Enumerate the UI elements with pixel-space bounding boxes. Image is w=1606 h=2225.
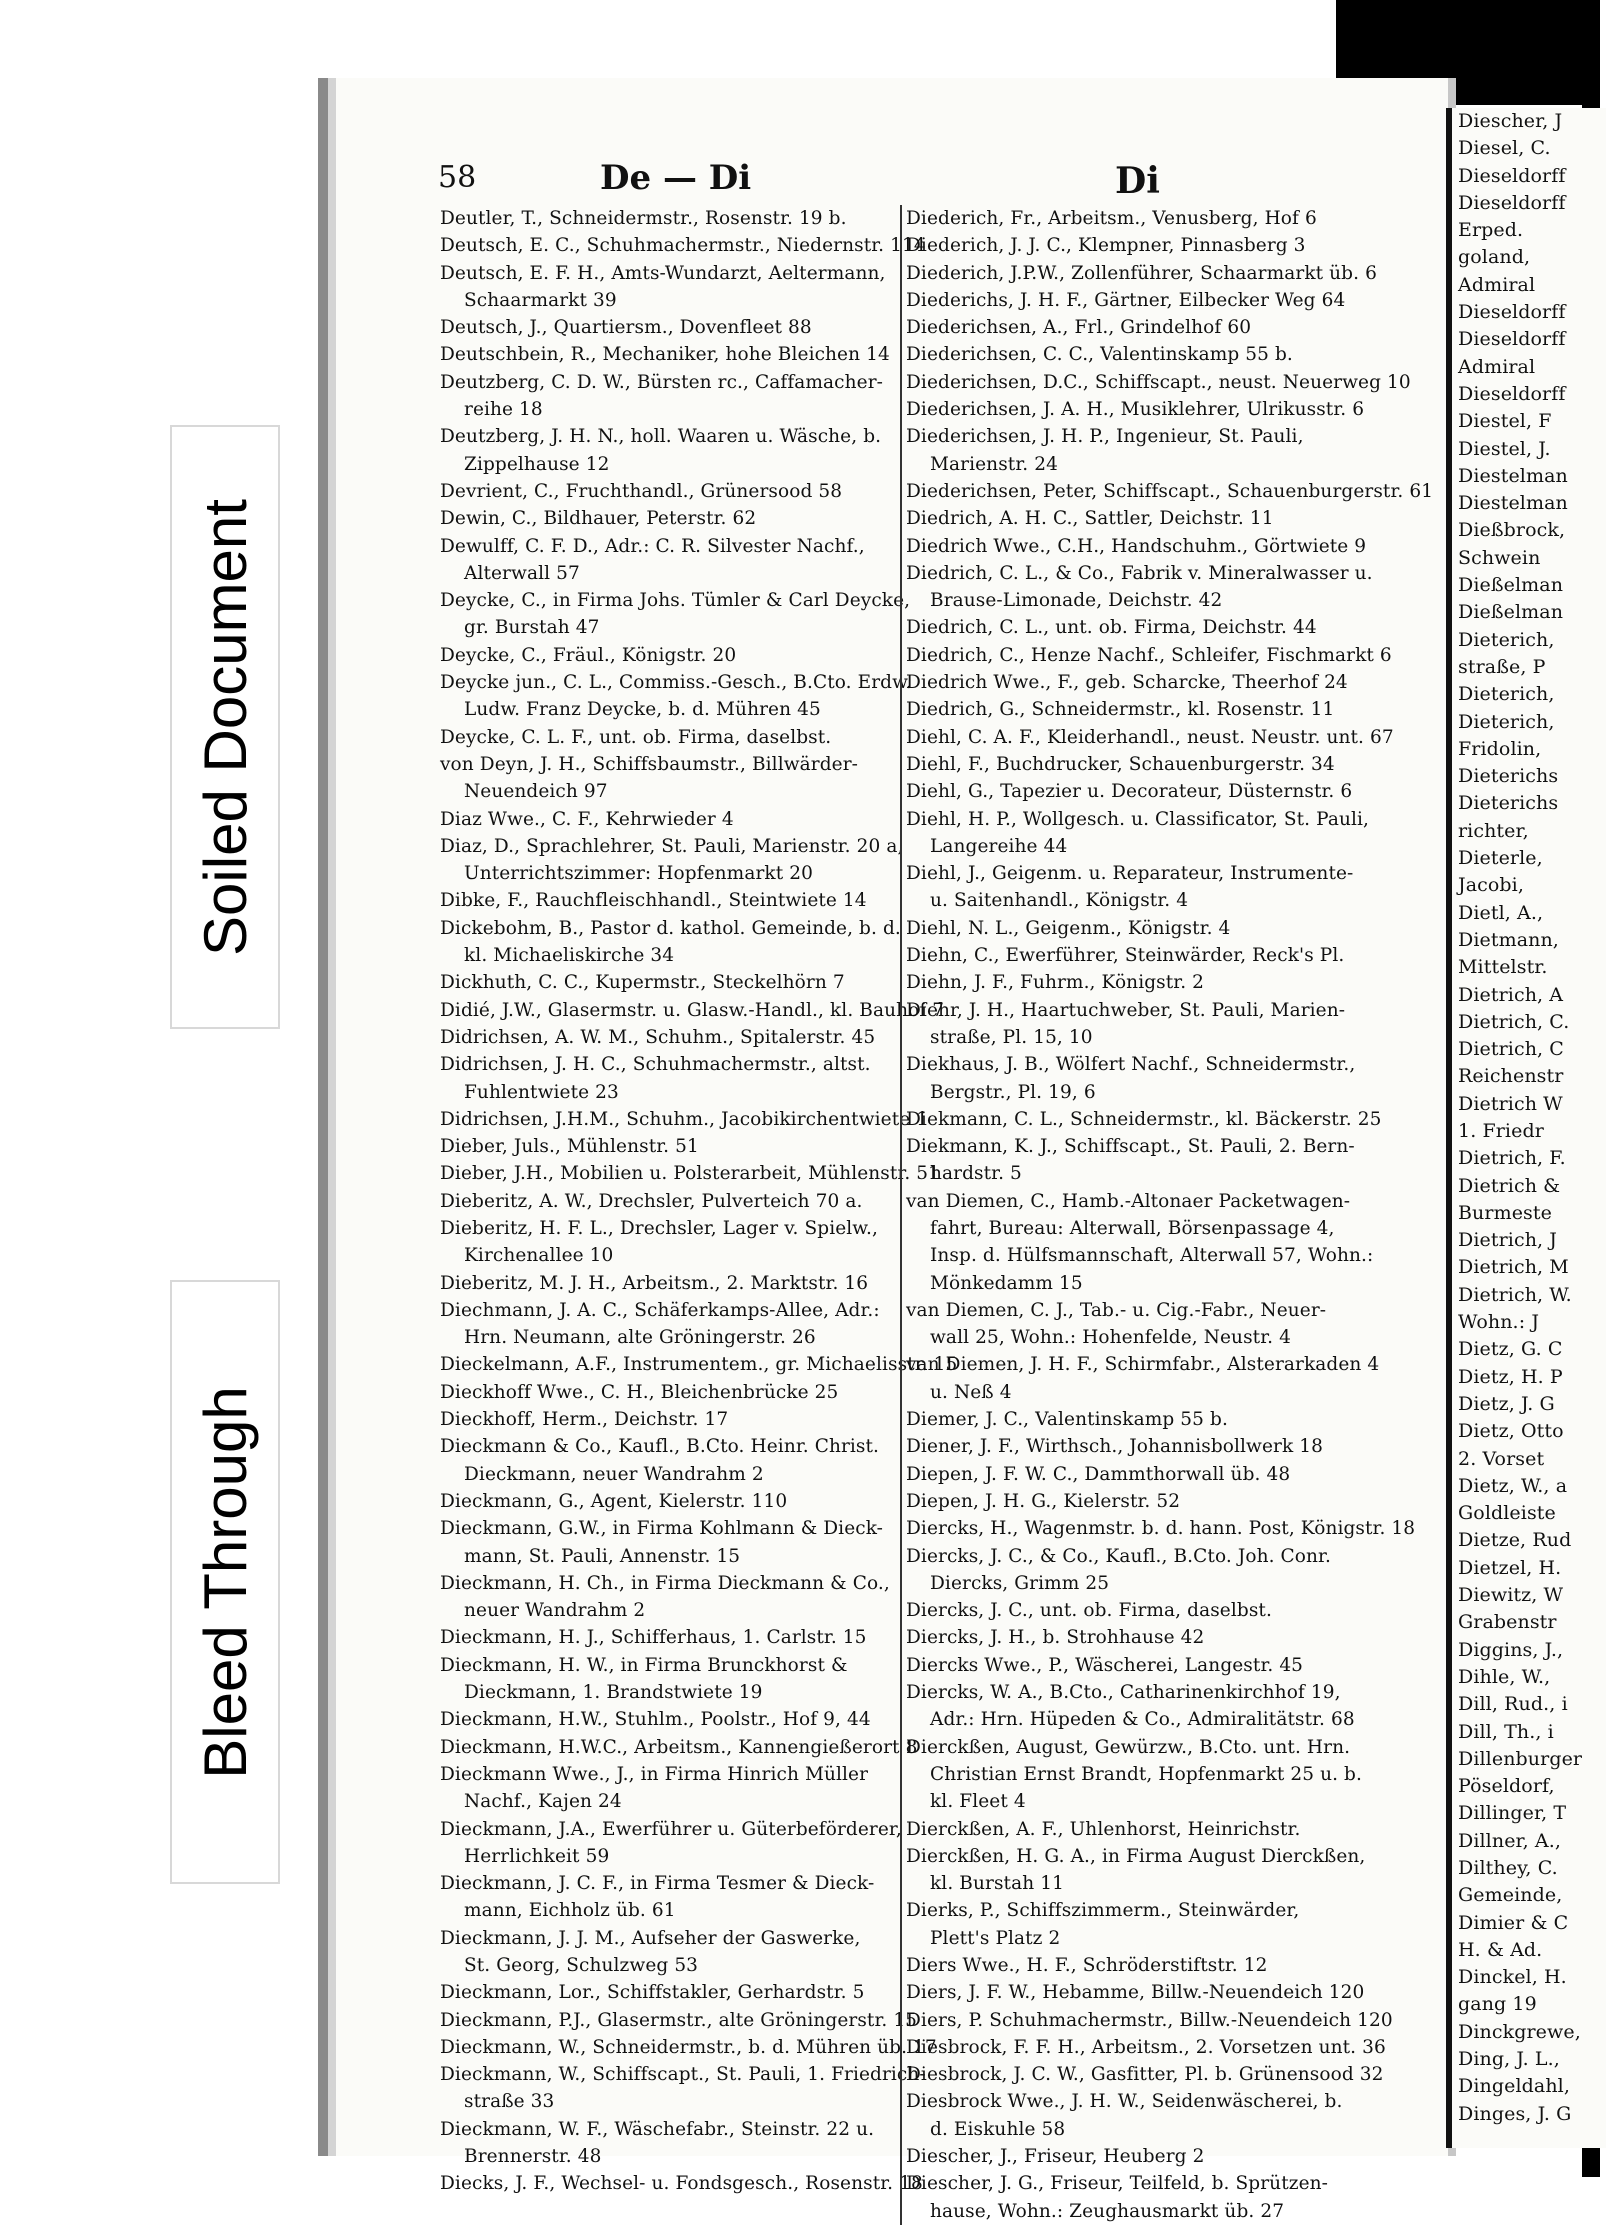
directory-entry-line: Dierckßen, August, Gewürzw., B.Cto. unt. Hrn. — [906, 1736, 1351, 1758]
directory-entry-line: Diekhaus, J. B., Wölfert Nachf., Schneidermstr., — [906, 1054, 1356, 1076]
directory-entry-line: Diederichsen, J. A. H., Musiklehrer, Ulrikusstr. 6 — [906, 399, 1365, 421]
edge-entry-line: Dinckgrewe, — [1458, 2020, 1581, 2043]
directory-entry-line: Dickebohm, B., Pastor d. kathol. Gemeinde, b. d. — [440, 917, 901, 939]
directory-entry-line: Dibke, F., Rauchfleischhandl., Steintwiete 14 — [440, 890, 867, 912]
directory-entry-line: Deutsch, E. F. H., Amts-Wundarzt, Aeltermann, — [440, 262, 886, 284]
directory-entry-line: u. Saitenhandl., Königstr. 4 — [930, 890, 1189, 912]
directory-entry-line: Dieberitz, H. F. L., Drechsler, Lager v. Spielw., — [440, 1217, 879, 1239]
directory-entry-line: Diedrich, C. L., unt. ob. Firma, Deichstr. 44 — [906, 617, 1317, 639]
directory-entry-line: fahrt, Bureau: Alterwall, Börsenpassage 4, — [930, 1217, 1335, 1239]
edge-entry-line: Ding, J. L., — [1458, 2048, 1560, 2071]
edge-entry-line: Dieterich, — [1458, 710, 1555, 733]
directory-entry-line: Diederichsen, Peter, Schiffscapt., Schauenburgerstr. 61 — [906, 480, 1434, 502]
edge-entry-line: Dietz, G. C — [1458, 1338, 1563, 1361]
edge-entry-line: Dillinger, T — [1458, 1802, 1567, 1825]
edge-entry-line: Dihle, W., — [1458, 1665, 1551, 1688]
directory-entry-line: Dieckmann & Co., Kaufl., B.Cto. Heinr. Christ. — [440, 1436, 880, 1458]
directory-entry-line: Diehl, G., Tapezier u. Decorateur, Düsternstr. 6 — [906, 781, 1353, 803]
edge-entry-line: straße, P — [1458, 655, 1546, 678]
edge-entry-line: Dieterichs — [1458, 765, 1559, 788]
directory-entry-line: Diercks, H., Wagenmstr. b. d. hann. Post, Königstr. 18 — [906, 1518, 1416, 1540]
edge-entry-line: Goldleiste — [1458, 1502, 1556, 1525]
directory-entry-line: reihe 18 — [464, 399, 543, 421]
directory-entry-line: Dieberitz, M. J. H., Arbeitsm., 2. Marktstr. 16 — [440, 1272, 869, 1294]
directory-entry-line: Dieckhoff, Herm., Deichstr. 17 — [440, 1409, 729, 1431]
edge-entry-line: Dietz, W., a — [1458, 1474, 1568, 1497]
directory-entry-line: Diener, J. F., Wirthsch., Johannisbollwerk 18 — [906, 1436, 1323, 1458]
edge-entry-line: Dieseldorff — [1458, 191, 1566, 214]
edge-entry-line: Fridolin, — [1458, 737, 1542, 760]
directory-entry-line: Deutsch, J., Quartiersm., Dovenfleet 88 — [440, 317, 812, 339]
directory-entry-line: Plett's Platz 2 — [930, 1927, 1061, 1949]
directory-entry-line: Diercks, J. H., b. Strohhause 42 — [906, 1627, 1205, 1649]
edge-entry-line: Jacobi, — [1458, 874, 1525, 897]
directory-entry-line: Diehn, J. F., Fuhrm., Königstr. 2 — [906, 972, 1205, 994]
edge-entry-line: Dietz, Otto — [1458, 1420, 1564, 1443]
directory-entry-line: kl. Fleet 4 — [930, 1791, 1026, 1813]
directory-entry-line: Diederichsen, C. C., Valentinskamp 55 b. — [906, 344, 1293, 366]
directory-entry-line: Dieckmann, J. J. M., Aufseher der Gaswerke, — [440, 1927, 861, 1949]
directory-entry-line: Dieckmann, W., Schiffscapt., St. Pauli, 1. Friedrich- — [440, 2064, 926, 2086]
directory-entry-line: Diekmann, K. J., Schiffscapt., St. Pauli, 2. Bern- — [906, 1136, 1355, 1158]
bleed-through-label — [170, 1280, 280, 1884]
directory-entry-line: Deutler, T., Schneidermstr., Rosenstr. 19 b. — [440, 208, 847, 229]
edge-entry-line: Diewitz, W — [1458, 1584, 1564, 1607]
edge-entry-line: Dietrich, M — [1458, 1256, 1569, 1279]
directory-entry-line: Diedrich Wwe., C.H., Handschuhm., Görtwiete 9 — [906, 535, 1367, 557]
directory-entry-line: Hrn. Neumann, alte Gröningerstr. 26 — [464, 1327, 816, 1349]
edge-entry-line: Dietrich, J — [1458, 1229, 1558, 1252]
edge-entry-line: Dietrich, C. — [1458, 1010, 1570, 1033]
directory-entry-line: neuer Wandrahm 2 — [464, 1600, 646, 1622]
edge-entry-line: Diescher, J — [1458, 110, 1563, 132]
directory-entry-line: Dierks, P., Schiffszimmerm., Steinwärder, — [906, 1900, 1300, 1922]
directory-entry-line: Diesbrock Wwe., J. H. W., Seidenwäscherei, b. — [906, 2091, 1343, 2113]
directory-entry-line: van Diemen, C. J., Tab.- u. Cig.-Fabr., Neuer- — [906, 1299, 1327, 1321]
running-head-right: Di — [1115, 160, 1160, 202]
directory-entry-line: Diederichsen, D.C., Schiffscapt., neust. Neuerweg 10 — [906, 371, 1411, 393]
edge-entry-line: Diggins, J., — [1458, 1638, 1564, 1661]
directory-entry-line: gr. Burstah 47 — [464, 617, 600, 639]
left-column — [440, 205, 958, 2198]
edge-entry-line: Dill, Rud., i — [1458, 1693, 1568, 1716]
directory-entry-line: Brennerstr. 48 — [464, 2146, 602, 2168]
directory-entry-line: Dieckmann, H.W., Stuhlm., Poolstr., Hof 9, 44 — [440, 1709, 871, 1731]
directory-entry-line: Diekmann, C. L., Schneidermstr., kl. Bäckerstr. 25 — [906, 1108, 1382, 1130]
page-number: 58 — [438, 160, 477, 195]
directory-entry-line: Alterwall 57 — [464, 562, 580, 584]
directory-entry-line: straße, Pl. 15, 10 — [930, 1026, 1093, 1048]
edge-entry-line: Schwein — [1458, 546, 1541, 569]
directory-entry-line: Dieckmann, H. W., in Firma Brunckhorst & — [440, 1654, 848, 1676]
directory-entry-line: Deutzberg, C. D. W., Bürsten rc., Caffamacher- — [440, 371, 883, 393]
directory-entry-line: Diehl, F., Buchdrucker, Schauenburgerstr. 34 — [906, 753, 1335, 775]
directory-entry-line: u. Neß 4 — [930, 1381, 1012, 1403]
directory-entry-line: Bergstr., Pl. 19, 6 — [930, 1081, 1096, 1103]
directory-entry-line: Dieckmann, 1. Brandstwiete 19 — [464, 1682, 763, 1704]
directory-entry-line: Diederichsen, A., Frl., Grindelhof 60 — [906, 317, 1252, 339]
directory-entry-line: Deutsch, E. C., Schuhmachermstr., Niedernstr. 114 — [440, 235, 926, 257]
directory-entry-line: Dieckmann, G.W., in Firma Kohlmann & Dieck- — [440, 1518, 884, 1540]
directory-entry-line: Diaz, D., Sprachlehrer, St. Pauli, Marienstr. 20 a, — [440, 835, 904, 857]
edge-entry-line: Admiral — [1458, 355, 1536, 378]
directory-entry-line: Deycke, C., in Firma Johs. Tümler & Carl Deycke, — [440, 590, 911, 612]
directory-entry-line: Diehl, C. A. F., Kleiderhandl., neust. Neustr. unt. 67 — [906, 726, 1394, 748]
directory-entry-line: Dieber, J.H., Mobilien u. Polsterarbeit, Mühlenstr. 51 — [440, 1163, 941, 1185]
directory-entry-line: straße 33 — [464, 2091, 555, 2113]
edge-entry-line: Mittelstr. — [1458, 956, 1548, 979]
directory-entry-line: Didrichsen, J.H.M., Schuhm., Jacobikirchentwiete 1 — [440, 1108, 929, 1130]
directory-entry-line: Diers, P. Schuhmachermstr., Billw.-Neuendeich 120 — [906, 2009, 1393, 2031]
directory-entry-line: Diercks, J. C., & Co., Kaufl., B.Cto. Joh. Conr. — [906, 1545, 1331, 1567]
directory-entry-line: Kirchenallee 10 — [464, 1245, 614, 1267]
edge-entry-line: 2. Vorset — [1458, 1447, 1545, 1470]
edge-entry-line: Diestelman — [1458, 464, 1568, 487]
directory-entry-line: Diedrich, C. L., & Co., Fabrik v. Mineralwasser u. — [906, 562, 1373, 584]
directory-entry-line: Dieckmann, J.A., Ewerführer u. Güterbeförderer, — [440, 1818, 902, 1840]
directory-entry-line: Dieckmann, H. J., Schifferhaus, 1. Carlstr. 15 — [440, 1627, 867, 1649]
edge-entry-line: Dietrich, A — [1458, 983, 1564, 1006]
edge-entry-line: Dieseldorff — [1458, 382, 1566, 405]
directory-entry-line: Diederichsen, J. H. P., Ingenieur, St. Pauli, — [906, 426, 1304, 448]
directory-entry-line: Diedrich, G., Schneidermstr., kl. Rosenstr. 11 — [906, 699, 1335, 721]
directory-entry-line: Didié, J.W., Glasermstr. u. Glasw.-Handl., kl. Bauhof 7 — [440, 999, 945, 1021]
edge-entry-line: Grabenstr — [1458, 1611, 1557, 1634]
directory-entry-line: Dieckhoff Wwe., C. H., Bleichenbrücke 25 — [440, 1381, 839, 1403]
directory-entry-line: von Deyn, J. H., Schiffsbaumstr., Billwärder- — [440, 753, 859, 775]
directory-entry-line: Dieckmann Wwe., J., in Firma Hinrich Müller — [440, 1763, 869, 1785]
directory-entry-line: Dieckmann, H. Ch., in Firma Dieckmann & Co., — [440, 1572, 890, 1594]
directory-entry-line: Deycke, C., Fräul., Königstr. 20 — [440, 644, 737, 666]
directory-entry-line: hause, Wohn.: Zeughausmarkt üb. 27 — [930, 2200, 1285, 2222]
edge-entry-line: Dieterich, — [1458, 628, 1555, 651]
directory-entry-line: Dieckmann, G., Agent, Kielerstr. 110 — [440, 1490, 788, 1512]
directory-entry-line: Diesbrock, J. C. W., Gasfitter, Pl. b. Grünensood 32 — [906, 2064, 1384, 2086]
edge-entry-line: Dietrich, F. — [1458, 1147, 1566, 1170]
directory-entry-line: Deycke, C. L. F., unt. ob. Firma, daselbst. — [440, 726, 832, 748]
directory-entry-line: Diercks Wwe., P., Wäscherei, Langestr. 45 — [906, 1654, 1304, 1676]
directory-entry-line: Diers, J. F. W., Hebamme, Billw.-Neuendeich 120 — [906, 1982, 1365, 2004]
directory-entry-line: Dieckelmann, A.F., Instrumentem., gr. Michaelisstr. 15 — [440, 1354, 958, 1376]
edge-entry-line: Dieterich, — [1458, 683, 1555, 706]
edge-entry-line: Dießbrock, — [1458, 519, 1566, 542]
directory-entry-line: Diederich, J.P.W., Zollenführer, Schaarmarkt üb. 6 — [906, 262, 1377, 284]
directory-entry-line: Deutschbein, R., Mechaniker, hohe Bleichen 14 — [440, 344, 890, 366]
directory-entry-line: Dieckmann, Lor., Schiffstakler, Gerhardstr. 5 — [440, 1982, 865, 2004]
edge-entry-line: Diestelman — [1458, 492, 1568, 515]
directory-entry-line: van Diemen, J. H. F., Schirmfabr., Alsterarkaden 4 — [906, 1354, 1380, 1376]
directory-entry-line: Diechmann, J. A. C., Schäferkamps-Allee, Adr.: — [440, 1299, 880, 1321]
edge-entry-line: Dietz, J. G — [1458, 1392, 1555, 1415]
directory-entry-line: Diedrich, C., Henze Nachf., Schleifer, Fischmarkt 6 — [906, 644, 1392, 666]
directory-entry-line: Diehr, J. H., Haartuchweber, St. Pauli, Marien- — [906, 999, 1346, 1021]
directory-entry-line: Dierckßen, H. G. A., in Firma August Dierckßen, — [906, 1845, 1366, 1867]
directory-entry-line: Diesbrock, F. F. H., Arbeitsm., 2. Vorsetzen unt. 36 — [906, 2036, 1386, 2058]
directory-entry-line: Dieckmann, P.J., Glasermstr., alte Gröningerstr. 15 — [440, 2009, 918, 2031]
edge-entry-line: Dinckel, H. — [1458, 1966, 1567, 1989]
directory-entry-line: Dickhuth, C. C., Kupermstr., Steckelhörn 7 — [440, 972, 845, 994]
edge-entry-line: Dieseldorff — [1458, 164, 1566, 187]
directory-entry-line: Dierckßen, A. F., Uhlenhorst, Heinrichstr. — [906, 1818, 1301, 1840]
directory-entry-line: Diepen, J. F. W. C., Dammthorwall üb. 48 — [906, 1463, 1291, 1485]
directory-entry-line: Zippelhause 12 — [464, 453, 610, 475]
bleed-through-text: Bleed Through — [191, 1385, 259, 1779]
edge-entry-line: gang 19 — [1458, 1993, 1537, 2016]
directory-entry-line: Diederich, J. J. C., Klempner, Pinnasberg 3 — [906, 235, 1306, 257]
edge-entry-line: richter, — [1458, 819, 1529, 842]
directory-entry-line: kl. Burstah 11 — [930, 1873, 1064, 1895]
directory-entry-line: Schaarmarkt 39 — [464, 289, 617, 311]
directory-entry-line: Diercks, Grimm 25 — [930, 1572, 1110, 1594]
directory-entry-line: Deycke jun., C. L., Commiss.-Gesch., B.Cto. Erdw. — [440, 672, 912, 694]
edge-entry-line: Admiral — [1458, 273, 1536, 296]
edge-entry-line: Dietrich W — [1458, 1092, 1563, 1115]
edge-entry-line: Dietze, Rud — [1458, 1529, 1572, 1552]
directory-entry-line: Adr.: Hrn. Hüpeden & Co., Admiralitätstr. 68 — [930, 1709, 1355, 1731]
directory-entry-line: Diehl, J., Geigenm. u. Reparateur, Instrumente- — [906, 863, 1354, 885]
directory-entry-line: Diers Wwe., H. F., Schröderstiftstr. 12 — [906, 1955, 1268, 1976]
edge-entry-line: Dimier & C — [1458, 1911, 1569, 1934]
directory-entry-line: Diehl, H. P., Wollgesch. u. Classificator, St. Pauli, — [906, 808, 1370, 830]
edge-entry-line: Dietrich, C — [1458, 1038, 1564, 1061]
soiled-document-label — [170, 425, 280, 1029]
edge-entry-line: Dingeldahl, — [1458, 2075, 1570, 2098]
directory-entry-line: Diehn, C., Ewerführer, Steinwärder, Reck's Pl. — [906, 945, 1345, 967]
directory-entry-line: Diercks, J. C., unt. ob. Firma, daselbst. — [906, 1600, 1272, 1622]
directory-entry-line: Diederich, Fr., Arbeitsm., Venusberg, Hof 6 — [906, 208, 1317, 229]
edge-entry-line: Dietl, A., — [1458, 901, 1544, 924]
directory-entry-line: Dewin, C., Bildhauer, Peterstr. 62 — [440, 508, 757, 530]
directory-entry-line: Ludw. Franz Deycke, b. d. Mühren 45 — [464, 699, 821, 721]
directory-entry-line: Diaz Wwe., C. F., Kehrwieder 4 — [440, 808, 734, 830]
edge-entry-line: Gemeinde, — [1458, 1884, 1563, 1907]
edge-entry-line: Dietrich & — [1458, 1174, 1561, 1197]
directory-entry-line: Mönkedamm 15 — [930, 1272, 1083, 1294]
edge-entry-line: Dillner, A., — [1458, 1829, 1562, 1852]
directory-entry-line: Deutzberg, J. H. N., holl. Waaren u. Wäsche, b. — [440, 426, 882, 448]
edge-entry-line: Wohn.: J — [1458, 1311, 1540, 1334]
directory-entry-line: Dewulff, C. F. D., Adr.: C. R. Silvester Nachf., — [440, 535, 865, 557]
edge-entry-line: goland, — [1458, 246, 1531, 269]
directory-entry-line: Nachf., Kajen 24 — [464, 1791, 622, 1813]
edge-entry-line: Dill, Th., i — [1458, 1720, 1554, 1743]
edge-entry-line: Dietz, H. P — [1458, 1365, 1563, 1388]
edge-entry-line: Reichenstr — [1458, 1065, 1564, 1088]
directory-entry-line: Diederichs, J. H. F., Gärtner, Eilbecker Weg 64 — [906, 289, 1346, 311]
directory-entry-line: Diepen, J. H. G., Kielerstr. 52 — [906, 1490, 1181, 1512]
directory-entry-line: mann, Eichholz üb. 61 — [464, 1900, 676, 1922]
edge-entry-line: Erped. — [1458, 219, 1524, 242]
edge-entry-line: Dieseldorff — [1458, 328, 1566, 351]
edge-entry-line: 1. Friedr — [1458, 1119, 1544, 1142]
directory-entry-line: Didrichsen, A. W. M., Schuhm., Spitalerstr. 45 — [440, 1026, 876, 1048]
directory-entry-line: Diercks, W. A., B.Cto., Catharinenkirchhof 19, — [906, 1682, 1341, 1704]
directory-entry-line: Devrient, C., Fruchthandl., Grünersood 58 — [440, 480, 843, 502]
directory-entry-line: Dieckmann, H.W.C., Arbeitsm., Kannengießerort 8 — [440, 1736, 918, 1758]
edge-entry-line: Diestel, F — [1458, 410, 1552, 433]
next-page-edge-column — [1446, 108, 1606, 2148]
running-head-left: De — Di — [600, 158, 752, 198]
directory-entry-line: Herrlichkeit 59 — [464, 1845, 610, 1867]
directory-entry-line: Dieberitz, A. W., Drechsler, Pulverteich 70 a. — [440, 1190, 863, 1212]
directory-entry-line: Dieckmann, neuer Wandrahm 2 — [464, 1463, 764, 1485]
edge-entry-line: Dillenburger — [1458, 1747, 1583, 1770]
directory-entry-line: wall 25, Wohn.: Hohenfelde, Neustr. 4 — [930, 1327, 1291, 1349]
edge-entry-line: Dietzel, H. — [1458, 1556, 1562, 1579]
edge-entry-line: Diestel, J. — [1458, 437, 1551, 460]
edge-entry-line: Diesel, C. — [1458, 137, 1551, 160]
directory-entry-line: Neuendeich 97 — [464, 781, 608, 803]
edge-entry-line: Dilthey, C. — [1458, 1857, 1558, 1879]
edge-entry-line: Dietrich, W. — [1458, 1283, 1572, 1306]
directory-entry-line: Diemer, J. C., Valentinskamp 55 b. — [906, 1409, 1228, 1431]
edge-entry-line: Dieterichs — [1458, 792, 1559, 815]
directory-entry-line: Diescher, J., Friseur, Heuberg 2 — [906, 2146, 1205, 2168]
directory-entry-line: kl. Michaeliskirche 34 — [464, 945, 675, 967]
directory-entry-line: Marienstr. 24 — [930, 453, 1058, 475]
directory-entry-line: van Diemen, C., Hamb.-Altonaer Packetwagen- — [906, 1190, 1351, 1212]
directory-entry-line: mann, St. Pauli, Annenstr. 15 — [464, 1545, 741, 1567]
directory-entry-line: Dieckmann, J. C. F., in Firma Tesmer & Dieck- — [440, 1873, 875, 1895]
edge-entry-line: Burmeste — [1458, 1201, 1552, 1224]
directory-entry-line: Diecks, J. F., Wechsel- u. Fondsgesch., Rosenstr. 18 — [440, 2173, 923, 2195]
directory-entry-line: Langereihe 44 — [930, 835, 1068, 857]
directory-entry-line: Dieckmann, W., Schneidermstr., b. d. Mühren üb. 17 — [440, 2036, 937, 2058]
edge-entry-line: H. & Ad. — [1458, 1938, 1543, 1961]
edge-entry-line: Dießelman — [1458, 574, 1564, 597]
edge-entry-line: Dieseldorff — [1458, 301, 1566, 324]
edge-entry-line: Pöseldorf, — [1458, 1775, 1555, 1798]
soiled-document-text: Soiled Document — [191, 498, 259, 956]
directory-entry-line: d. Eiskuhle 58 — [930, 2118, 1066, 2140]
directory-entry-line: Dieber, Juls., Mühlenstr. 51 — [440, 1136, 699, 1158]
directory-entry-line: Insp. d. Hülfsmannschaft, Alterwall 57, Wohn.: — [930, 1245, 1374, 1267]
edge-entry-line: Dietmann, — [1458, 928, 1559, 951]
directory-entry-line: St. Georg, Schulzweg 53 — [464, 1955, 699, 1976]
edge-entry-line: Dieterle, — [1458, 847, 1543, 870]
directory-entry-line: Unterrichtszimmer: Hopfenmarkt 20 — [464, 863, 813, 885]
directory-entry-line: Dieckmann, W. F., Wäschefabr., Steinstr. 22 u. — [440, 2118, 875, 2140]
edge-entry-line: Dinges, J. G — [1458, 2102, 1572, 2125]
directory-entry-line: Diescher, J. G., Friseur, Teilfeld, b. Sprützen- — [906, 2173, 1328, 2195]
directory-entry-line: Christian Ernst Brandt, Hopfenmarkt 25 u. b. — [930, 1763, 1362, 1785]
directory-entry-line: Brause-Limonade, Deichstr. 42 — [930, 590, 1223, 612]
right-column — [900, 205, 1434, 2225]
edge-entry-line: Dießelman — [1458, 601, 1564, 624]
directory-entry-line: Fuhlentwiete 23 — [464, 1081, 619, 1103]
directory-entry-line: Diedrich, A. H. C., Sattler, Deichstr. 11 — [906, 508, 1274, 530]
directory-entry-line: Diedrich Wwe., F., geb. Scharcke, Theerhof 24 — [906, 672, 1348, 694]
directory-entry-line: hardstr. 5 — [930, 1163, 1022, 1185]
directory-entry-line: Diehl, N. L., Geigenm., Königstr. 4 — [906, 917, 1231, 939]
directory-entry-line: Didrichsen, J. H. C., Schuhmachermstr., altst. — [440, 1054, 871, 1076]
